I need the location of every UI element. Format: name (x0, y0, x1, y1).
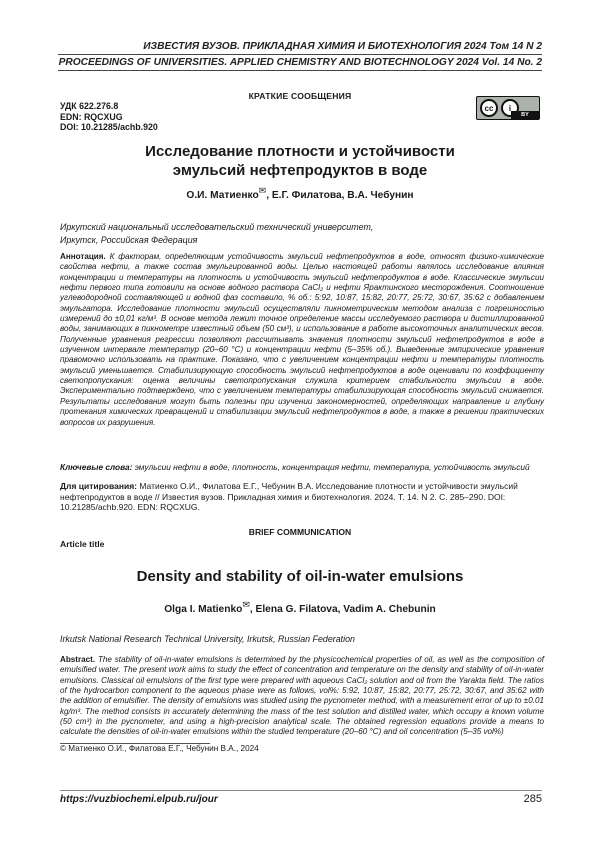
abstract-ru (60, 252, 544, 428)
article-title-ru (0, 142, 600, 180)
title-ru-line: эмульсий нефтепродуктов в воде (172, 162, 428, 179)
article-title-en: Density and stability of oil-in-water emulsions (136, 568, 464, 585)
citation-label: Для цитирования: (60, 481, 137, 491)
envelope-icon[interactable]: ✉ (258, 185, 267, 196)
journal-header-ru: ИЗВЕСТИЯ ВУЗОВ. ПРИКЛАДНАЯ ХИМИЯ И БИОТЕХНОЛОГИЯ 2024 Том 14 N 2 (143, 41, 542, 52)
creative-commons-icon: cc (480, 99, 498, 117)
page-number: 285 (523, 793, 542, 805)
affiliation-ru (60, 221, 373, 247)
abstract-label: Abstract. (60, 655, 96, 664)
coauthors: , Е.Г. Филатова, В.А. Чебунин (266, 190, 414, 201)
section-label-en: BRIEF COMMUNICATION (248, 527, 352, 537)
keywords-text: эмульсии нефти в воде, плотность, концентрация нефти, температура, устойчивость эмульсий (132, 462, 530, 472)
abstract-text: К факторам, определяющим устойчивость эмульсий нефтепродуктов в воде, относят физико-химические свойства нефти, а также состав эмульгированной воды. Целью настоящей работы являлось исследование влияния концентрации и температуры на плотность и устойчивость эмульсий нефтепродуктов в воде. Классические эмульсии нефти первого типа готовили на основе водного раствора CaCl₂ и нефти Ярактинского месторождения. Соотношение углеводородной составляющей и водной фаз составило, % об.: 5:92, 10:87, 15:82, 20:77, 25:72, 30:67, 35:62 с добавлением эмульгатора. Исследование плотности эмульсий осуществляли пикнометрическим методом анализа с погрешностью измерений до ±0,01 кг/м³. В основе метода лежит точное определение массы исследуемого раствора и дистиллированной воды, занимающих в пикнометре известный объем (50 см³), и использование в работе высокоточных аналитических весов. Полученные уравнения регрессии позволяют рассчитывать значения плотности эмульсий нефтепродуктов в воде в изученном интервале температур (20–60 °С) и концентрации нефти (5–35% об.). Выведенные эмпирические уравнения правомочно использовать на практике. Показано, что с увеличением концентрации нефти и температуры плотность эмульсий уменьшается. Стабилизирующую способность эмульсий нефтепродуктов в воде оценивали по коэффициенту светопропускания: оценка величины светопропускания служила критерием стабильности эмульсии в воде. Экспериментально подтверждено, что с увеличением температуры стабилизирующая способность эмульсий снижается. Результаты исследования могут быть полезны при изучении закономерностей, определяющих направление и глубину протекания химических превращений и стабилизации эмульсий нефтепродуктов в воде, а также в решении практических вопросов их разрушения. (60, 252, 544, 427)
authors-en (0, 599, 600, 615)
journal-header-en: PROCEEDINGS OF UNIVERSITIES. APPLIED CHEMISTRY AND BIOTECHNOLOGY 2024 Vol. 14 No. 2 (58, 57, 542, 68)
section-label-ru: КРАТКИЕ СООБЩЕНИЯ (248, 91, 352, 101)
journal-url-link[interactable]: https://vuzbiochemi.elpub.ru/jour (60, 794, 218, 805)
cc-by-label: BY (511, 111, 539, 119)
citation-ru (60, 481, 544, 513)
attribution-person-icon: i (501, 99, 519, 117)
author-name: О.И. Матиенко (186, 190, 259, 201)
footer-rule (60, 790, 542, 791)
udk-code: УДК 622.276.8 (60, 101, 119, 111)
coauthors: , Elena G. Filatova, Vadim A. Chebunin (249, 604, 436, 615)
abstract-en (60, 655, 544, 738)
affiliation-en: Irkutsk National Research Technical University, Irkutsk, Russian Federation (60, 634, 355, 644)
abstract-label: Аннотация. (60, 252, 106, 261)
envelope-icon[interactable]: ✉ (242, 599, 250, 610)
header-rule (58, 70, 542, 71)
affiliation-line: Иркутский национальный исследовательский технический университет, (60, 222, 374, 232)
edn-code: EDN: RQCXUG (60, 111, 123, 122)
keywords-label: Ключевые слова: (60, 462, 133, 472)
article-title-label: Article title (60, 539, 105, 549)
doi-code[interactable]: DOI: 10.21285/achb.920 (60, 122, 158, 133)
article-identifiers (60, 101, 158, 133)
affiliation-line: Иркутск, Российская Федерация (60, 235, 198, 245)
cc-by-license-badge[interactable] (476, 96, 540, 120)
copyright-notice: © Матиенко О.И., Филатова Е.Г., Чебунин В.А., 2024 (60, 744, 259, 753)
abstract-text: The stability of oil-in-water emulsions is determined by the physicochemical properties of oil, as well as the composition of emulsified water. The present work aims to study the effect of concentration and temperature on the density and stability of oil-in-water emulsions. Classical oil emulsions of the first type were prepared with aqueous CaCl₂ solution and oil from the Yarakta field. The ratios of the hydrocarbon component to the aqueous phase were as follows, vol%: 5:92, 10:87, 15:82, 20:77, 25:72, 30:67, and 35:62 with the addition of emulsifier. The density of emulsions was studied using the pycnometer method, with a measurement error of up to ±0.01 kg/m³. The method consists in accurately determining the mass of the test solution and distilled water, which occupy a known volume (50 cm³) in the pycnometer, and using a high-precision analytical scale. The obtained regression equations provide a means to calculate the densities of oil-in-water emulsions within the studied temperature (20–60 °C) and oil concentration (5–35 vol%) (60, 655, 544, 737)
citation-text: Матиенко О.И., Филатова Е.Г., Чебунин В.А. Исследование плотности и устойчивости эмульсий нефтепродуктов в воде // Известия вузов. Прикладная химия и биотехнология. 2024. Т. 14. N 2. С. 285–290. DOI: 10.21285/achb.920. EDN: RQCXUG. (60, 481, 518, 513)
authors-ru (0, 185, 600, 201)
journal-header (58, 40, 542, 72)
keywords-ru (60, 462, 544, 473)
title-ru-line: Исследование плотности и устойчивости (145, 143, 455, 160)
header-rule (58, 54, 542, 55)
author-name: Olga I. Matienko (164, 604, 243, 615)
